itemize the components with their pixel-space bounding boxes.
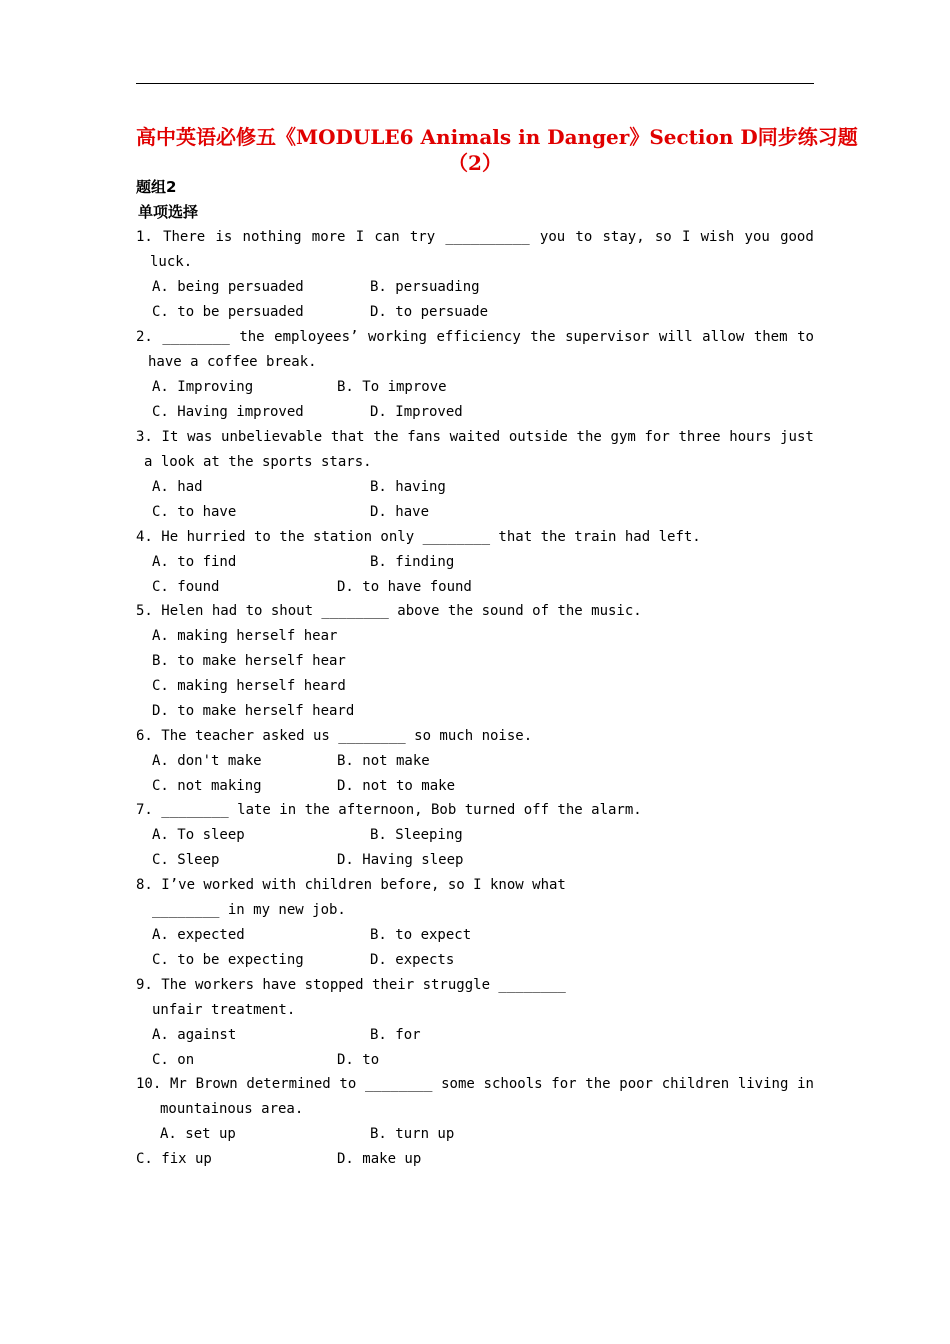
word: supervisor: [565, 329, 650, 345]
question-10-line-2: mountainous area.: [160, 1101, 304, 1117]
question-10-line-1: [136, 1074, 814, 1094]
question-6-option-c: C. not making: [152, 778, 262, 794]
question-6-option-a: A. don't make: [152, 753, 262, 769]
question-1-line-2: luck.: [150, 254, 193, 270]
question-4-option-b: B. finding: [370, 554, 455, 570]
question-3-line-1: [136, 427, 814, 447]
question-7-line-1: 7. ________ late in the afternoon, Bob turned off the alarm.: [136, 802, 642, 818]
word: efficiency: [436, 329, 521, 345]
question-3-option-c: C. to have: [152, 504, 237, 520]
question-10-option-c: C. fix up: [136, 1151, 212, 1167]
question-1-line-1: [136, 227, 814, 247]
word: 2.: [136, 329, 153, 345]
question-1-option-c: C. to be persuaded: [152, 304, 304, 320]
question-8-option-b: B. to expect: [370, 927, 472, 943]
word: gym: [610, 429, 636, 445]
word: to: [797, 329, 814, 345]
word: is: [215, 229, 233, 245]
word: It: [161, 429, 179, 445]
word: outside: [508, 429, 568, 445]
word: some: [441, 1076, 475, 1092]
word: you: [539, 229, 566, 245]
question-10-option-d: D. make up: [337, 1151, 422, 1167]
question-8-line-1: 8. I’ve worked with children before, so I know what: [136, 877, 566, 893]
word: to: [339, 1076, 357, 1092]
word: unbelievable: [221, 429, 323, 445]
word: 3.: [136, 429, 153, 445]
question-2-option-b: B. To improve: [337, 379, 447, 395]
question-1-option-a: A. being persuaded: [152, 279, 304, 295]
word: was: [187, 429, 213, 445]
question-5-option-c: C. making herself heard: [152, 678, 346, 694]
question-10-option-b: B. turn up: [370, 1126, 455, 1142]
question-5-option-b: B. to make herself hear: [152, 653, 346, 669]
word: __________: [445, 229, 530, 245]
question-9-option-c: C. on: [152, 1052, 195, 1068]
word: stay,: [602, 229, 645, 245]
word: poor: [619, 1076, 653, 1092]
word: to: [575, 229, 593, 245]
question-10-option-a: A. set up: [160, 1126, 236, 1142]
word: allow: [702, 329, 745, 345]
word: the: [576, 429, 602, 445]
word: the: [585, 1076, 611, 1092]
word: try: [409, 229, 436, 245]
question-2-option-c: C. Having improved: [152, 404, 304, 420]
question-9-option-d: D. to: [337, 1052, 380, 1068]
word: working: [367, 329, 427, 345]
word: more: [311, 229, 346, 245]
header-rule: [136, 83, 814, 84]
question-5-option-d: D. to make herself heard: [152, 703, 355, 719]
word: living: [737, 1076, 789, 1092]
group-label: 题组2: [136, 178, 177, 196]
word: employees’: [274, 329, 359, 345]
word: fans: [407, 429, 441, 445]
question-8-option-c: C. to be expecting: [152, 952, 304, 968]
question-8-line-2: ________ in my new job.: [152, 902, 346, 918]
word: ________: [364, 1076, 433, 1092]
word: three: [678, 429, 721, 445]
word: in: [797, 1076, 814, 1092]
word: so: [654, 229, 672, 245]
section-label: 单项选择: [138, 203, 199, 221]
document-title-part-number: （2）: [448, 151, 502, 175]
question-7-option-c: C. Sleep: [152, 852, 220, 868]
question-2-line-2: have a coffee break.: [148, 354, 317, 370]
question-4-option-a: A. to find: [152, 554, 237, 570]
question-4-line-1: 4. He hurried to the station only ________ that the train had left.: [136, 529, 701, 545]
word: children: [661, 1076, 730, 1092]
word: good: [780, 229, 814, 245]
word: them: [753, 329, 788, 345]
question-1-option-d: D. to persuade: [370, 304, 489, 320]
question-9-line-1: 9. The workers have stopped their struggle ________: [136, 977, 566, 993]
question-3-option-b: B. having: [370, 479, 446, 495]
word: There: [163, 229, 206, 245]
question-9-option-a: A. against: [152, 1027, 237, 1043]
question-6-option-d: D. not to make: [337, 778, 456, 794]
word: determined: [246, 1076, 331, 1092]
document-title: 高中英语必修五《MODULE6 Animals in Danger》Section D同步练习题: [136, 125, 858, 149]
word: the: [239, 329, 265, 345]
word: for: [551, 1076, 577, 1092]
question-3-option-a: A. had: [152, 479, 203, 495]
question-3-line-2: a look at the sports stars.: [144, 454, 372, 470]
word: waited: [449, 429, 501, 445]
question-5-line-1: 5. Helen had to shout ________ above the sound of the music.: [136, 603, 642, 619]
question-8-option-a: A. expected: [152, 927, 245, 943]
word: schools: [483, 1076, 543, 1092]
word: you: [744, 229, 770, 245]
word: I: [681, 229, 691, 245]
word: just: [780, 429, 814, 445]
word: 10.: [136, 1076, 162, 1092]
question-5-option-a: A. making herself hear: [152, 628, 338, 644]
question-3-option-d: D. have: [370, 504, 430, 520]
word: can: [374, 229, 400, 245]
word: that: [330, 429, 365, 445]
question-6-option-b: B. not make: [337, 753, 430, 769]
question-7-option-d: D. Having sleep: [337, 852, 464, 868]
question-1-option-b: B. persuading: [370, 279, 480, 295]
word: I: [355, 229, 365, 245]
word: wish: [700, 229, 735, 245]
question-8-option-d: D. expects: [370, 952, 455, 968]
word: will: [658, 329, 693, 345]
word: for: [644, 429, 670, 445]
word: 1.: [136, 229, 153, 245]
word: the: [530, 329, 556, 345]
question-9-line-2: unfair treatment.: [152, 1002, 296, 1018]
question-4-option-d: D. to have found: [337, 579, 472, 595]
word: ________: [162, 329, 230, 345]
question-6-line-1: 6. The teacher asked us ________ so much noise.: [136, 728, 533, 744]
word: Mr: [170, 1076, 187, 1092]
question-2-option-d: D. Improved: [370, 404, 463, 420]
question-7-option-b: B. Sleeping: [370, 827, 463, 843]
question-7-option-a: A. To sleep: [152, 827, 245, 843]
question-4-option-c: C. found: [152, 579, 220, 595]
word: hours: [729, 429, 772, 445]
question-2-line-1: [136, 327, 814, 347]
word: Brown: [195, 1076, 238, 1092]
question-9-option-b: B. for: [370, 1027, 421, 1043]
word: the: [373, 429, 399, 445]
question-2-option-a: A. Improving: [152, 379, 254, 395]
word: nothing: [242, 229, 302, 245]
